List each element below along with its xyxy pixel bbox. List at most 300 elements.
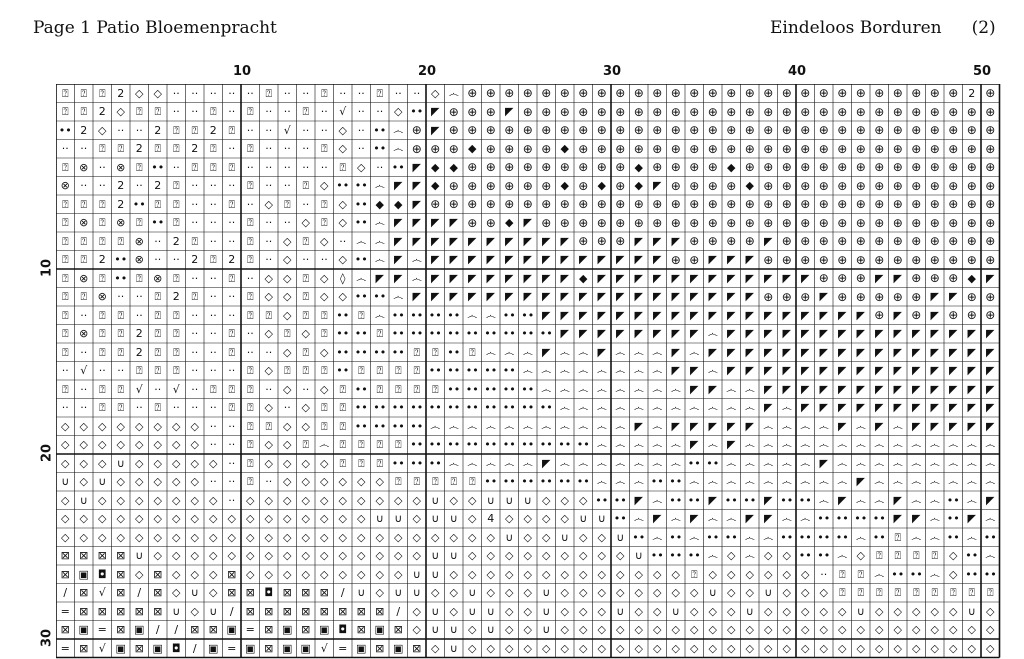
needle-symbol: ◤ xyxy=(986,271,995,285)
flower-symbol: ⊕ xyxy=(874,160,885,175)
clover-symbol: ෴ xyxy=(744,549,755,563)
clover-symbol: ෴ xyxy=(596,401,607,415)
boxed-x-symbol: ⊠ xyxy=(116,604,126,618)
diamond-symbol: ◇ xyxy=(856,549,865,563)
row-number-30: 30 xyxy=(39,628,55,648)
dots-symbol: ·· xyxy=(302,382,310,396)
double-dot-symbol: •• xyxy=(613,493,627,507)
cup-symbol: ∪ xyxy=(505,530,514,544)
clover-symbol: ෴ xyxy=(596,364,607,378)
two-symbol: 2 xyxy=(968,86,976,100)
double-dot-symbol: •• xyxy=(428,327,442,341)
column-number-40: 40 xyxy=(787,64,807,79)
bar-symbol: ⍰ xyxy=(98,216,106,230)
circle-x-symbol: ⊗ xyxy=(116,216,126,230)
flower-symbol: ⊕ xyxy=(763,215,774,230)
double-dot-symbol: •• xyxy=(817,530,831,544)
needle-symbol: ◤ xyxy=(967,345,976,359)
clover-symbol: ෴ xyxy=(652,382,663,396)
diamond-symbol: ◇ xyxy=(116,530,125,544)
diamond-symbol: ◇ xyxy=(283,253,292,267)
dots-symbol: ·· xyxy=(191,271,199,285)
diamond-symbol: ◇ xyxy=(246,512,255,526)
cup-symbol: ∪ xyxy=(61,475,70,489)
double-dot-symbol: •• xyxy=(798,530,812,544)
diamond-symbol: ◇ xyxy=(505,512,514,526)
needle-symbol: ◤ xyxy=(727,271,736,285)
diamond-symbol: ◇ xyxy=(523,586,532,600)
flower-symbol: ⊕ xyxy=(763,178,774,193)
flower-symbol: ⊕ xyxy=(578,197,589,212)
needle-symbol: ◤ xyxy=(745,253,754,267)
double-dot-symbol: •• xyxy=(151,160,165,174)
flower-symbol: ⊕ xyxy=(689,86,700,101)
bar-symbol: ⍰ xyxy=(61,290,69,304)
bar-symbol: ⍰ xyxy=(376,382,384,396)
flower-symbol: ⊕ xyxy=(781,123,792,138)
clover-symbol: ෴ xyxy=(800,438,811,452)
needle-symbol: ◤ xyxy=(542,456,551,470)
diamond-symbol: ◇ xyxy=(542,641,551,655)
diamond-symbol: ◇ xyxy=(986,604,995,618)
boxed-x-symbol: ⊠ xyxy=(97,604,107,618)
needle-symbol: ◤ xyxy=(431,216,440,230)
dots-symbol: ·· xyxy=(172,160,180,174)
boxed-x-symbol: ⊠ xyxy=(264,623,274,637)
diamond-symbol: ◇ xyxy=(560,493,569,507)
double-dot-symbol: •• xyxy=(817,512,831,526)
double-dot-symbol: •• xyxy=(983,530,997,544)
two-symbol: 2 xyxy=(80,123,88,137)
clover-symbol: ෴ xyxy=(615,475,626,489)
bar-symbol: ⍰ xyxy=(154,401,162,415)
needle-symbol: ◤ xyxy=(412,290,421,304)
flower-symbol: ⊕ xyxy=(670,104,681,119)
diamond-symbol: ◇ xyxy=(782,623,791,637)
double-dot-symbol: •• xyxy=(447,364,461,378)
needle-symbol: ◤ xyxy=(930,327,939,341)
double-dot-symbol: •• xyxy=(558,475,572,489)
bar-symbol: ⍰ xyxy=(246,105,254,119)
flower-symbol: ⊕ xyxy=(837,160,848,175)
double-dot-symbol: •• xyxy=(539,327,553,341)
flower-symbol: ⊕ xyxy=(763,252,774,267)
flower-symbol: ⊕ xyxy=(615,86,626,101)
clover-symbol: ෴ xyxy=(763,419,774,433)
bar-symbol: ⍰ xyxy=(172,308,180,322)
diamond-symbol: ◇ xyxy=(671,641,680,655)
flower-symbol: ⊕ xyxy=(911,234,922,249)
double-dot-symbol: •• xyxy=(502,364,516,378)
two-symbol: 2 xyxy=(117,179,125,193)
bar-symbol: ⍰ xyxy=(61,345,69,359)
diamond-symbol: ◇ xyxy=(764,604,773,618)
double-dot-symbol: •• xyxy=(835,530,849,544)
clover-symbol: ෴ xyxy=(985,475,996,489)
dots-symbol: ·· xyxy=(209,401,217,415)
double-dot-symbol: •• xyxy=(336,327,350,341)
flower-symbol: ⊕ xyxy=(707,215,718,230)
needle-symbol: ◤ xyxy=(708,345,717,359)
dots-symbol: ·· xyxy=(265,179,273,193)
flower-symbol: ⊕ xyxy=(522,123,533,138)
flower-symbol: ⊕ xyxy=(763,104,774,119)
flower-symbol: ⊕ xyxy=(522,104,533,119)
dots-symbol: ·· xyxy=(117,290,125,304)
circle-x-symbol: ⊗ xyxy=(79,216,89,230)
diamond-symbol: ◇ xyxy=(449,604,458,618)
needle-symbol: ◤ xyxy=(708,382,717,396)
clover-symbol: ෴ xyxy=(393,290,404,304)
needle-symbol: ◤ xyxy=(764,234,773,248)
cup-symbol: ∪ xyxy=(98,475,107,489)
double-dot-symbol: •• xyxy=(151,216,165,230)
bar-symbol: ⍰ xyxy=(357,438,365,452)
diamond-symbol: ◇ xyxy=(912,604,921,618)
flower-symbol: ⊕ xyxy=(929,141,940,156)
clover-symbol: ෴ xyxy=(874,456,885,470)
flower-symbol: ⊕ xyxy=(966,123,977,138)
clover-symbol: ෴ xyxy=(966,475,977,489)
double-dot-symbol: •• xyxy=(373,419,387,433)
diamond-symbol: ◇ xyxy=(542,549,551,563)
diamond-symbol: ◇ xyxy=(320,290,329,304)
clover-symbol: ෴ xyxy=(818,475,829,489)
bar-symbol: ⍰ xyxy=(690,567,698,581)
double-dot-symbol: •• xyxy=(669,549,683,563)
flower-symbol: ⊕ xyxy=(559,160,570,175)
double-dot-symbol: •• xyxy=(706,530,720,544)
column-number-10: 10 xyxy=(232,64,252,79)
diamond-symbol: ◇ xyxy=(135,475,144,489)
double-dot-symbol: •• xyxy=(539,401,553,415)
diamond-symbol: ◇ xyxy=(523,530,532,544)
diamond-symbol: ◇ xyxy=(246,493,255,507)
diamond-symbol: ◇ xyxy=(505,586,514,600)
flower-symbol: ⊕ xyxy=(911,271,922,286)
diamond-symbol: ◇ xyxy=(597,623,606,637)
needle-symbol: ◤ xyxy=(634,493,643,507)
clover-symbol: ෴ xyxy=(596,419,607,433)
diamond-symbol: ◇ xyxy=(431,530,440,544)
diamond-symbol: ◇ xyxy=(338,493,347,507)
double-dot-symbol: •• xyxy=(650,475,664,489)
clover-symbol: ෴ xyxy=(374,216,385,230)
cup-symbol: ∪ xyxy=(79,493,88,507)
diamond-symbol: ◇ xyxy=(246,530,255,544)
clover-symbol: ෴ xyxy=(726,512,737,526)
needle-symbol: ◤ xyxy=(653,290,662,304)
needle-symbol: ◤ xyxy=(745,290,754,304)
diamond-symbol: ◇ xyxy=(893,641,902,655)
flower-symbol: ⊕ xyxy=(485,178,496,193)
double-dot-symbol: •• xyxy=(447,345,461,359)
flower-symbol: ⊕ xyxy=(652,86,663,101)
drop-symbol: ◆ xyxy=(597,179,606,193)
diamond-symbol: ◇ xyxy=(116,512,125,526)
diamond-symbol: ◇ xyxy=(967,641,976,655)
double-dot-symbol: •• xyxy=(447,308,461,322)
needle-symbol: ◤ xyxy=(949,401,958,415)
clover-symbol: ෴ xyxy=(652,345,663,359)
flower-symbol: ⊕ xyxy=(522,197,533,212)
flower-symbol: ⊕ xyxy=(966,215,977,230)
dots-symbol: ·· xyxy=(228,364,236,378)
dots-symbol: ·· xyxy=(209,86,217,100)
diamond-symbol: ◇ xyxy=(79,419,88,433)
dots-symbol: ·· xyxy=(246,197,254,211)
diamond-symbol: ◇ xyxy=(283,382,292,396)
flower-symbol: ⊕ xyxy=(855,197,866,212)
needle-symbol: ◤ xyxy=(893,401,902,415)
needle-symbol: ◤ xyxy=(912,364,921,378)
double-dot-symbol: •• xyxy=(817,549,831,563)
dots-symbol: ·· xyxy=(265,216,273,230)
flower-symbol: ⊕ xyxy=(485,160,496,175)
flower-symbol: ⊕ xyxy=(818,215,829,230)
bar-symbol: ⍰ xyxy=(209,142,217,156)
double-dot-symbol: •• xyxy=(484,364,498,378)
flower-symbol: ⊕ xyxy=(800,160,811,175)
needle-symbol: ◤ xyxy=(745,364,754,378)
diamond-symbol: ◇ xyxy=(301,549,310,563)
boxed-square-symbol: ▣ xyxy=(374,623,385,637)
cup-symbol: ∪ xyxy=(375,512,384,526)
double-dot-symbol: •• xyxy=(687,456,701,470)
clover-symbol: ෴ xyxy=(911,530,922,544)
circle-plus-symbol: ⊕ xyxy=(411,141,422,156)
needle-symbol: ◤ xyxy=(708,419,717,433)
flower-symbol: ⊕ xyxy=(596,160,607,175)
circle-x-symbol: ⊗ xyxy=(79,271,89,285)
flower-symbol: ⊕ xyxy=(578,160,589,175)
circle-plus-symbol: ⊕ xyxy=(430,141,441,156)
flower-symbol: ⊕ xyxy=(726,123,737,138)
boxed-x-symbol: ⊠ xyxy=(227,567,237,581)
flower-symbol: ⊕ xyxy=(467,197,478,212)
diamond-symbol: ◇ xyxy=(116,475,125,489)
diamond-symbol: ◇ xyxy=(264,290,273,304)
diamond-symbol: ◇ xyxy=(690,623,699,637)
flower-symbol: ⊕ xyxy=(763,289,774,304)
diamond-symbol: ◇ xyxy=(209,549,218,563)
flower-symbol: ⊕ xyxy=(855,252,866,267)
clover-symbol: ෴ xyxy=(707,475,718,489)
needle-symbol: ◤ xyxy=(412,197,421,211)
diamond-symbol: ◇ xyxy=(172,419,181,433)
flower-symbol: ⊕ xyxy=(892,123,903,138)
flower-symbol: ⊕ xyxy=(781,104,792,119)
diamond-symbol: ◇ xyxy=(930,623,939,637)
clover-symbol: ෴ xyxy=(652,438,663,452)
diamond-symbol: ◇ xyxy=(98,456,107,470)
bar-symbol: ⍰ xyxy=(228,197,236,211)
bar-symbol: ⍰ xyxy=(246,142,254,156)
boxed-x-symbol: ⊠ xyxy=(134,604,144,618)
double-dot-symbol: •• xyxy=(484,401,498,415)
dots-symbol: ·· xyxy=(265,142,273,156)
flower-symbol: ⊕ xyxy=(633,141,644,156)
clover-symbol: ෴ xyxy=(929,567,940,581)
dots-symbol: ·· xyxy=(61,401,69,415)
bar-symbol: ⍰ xyxy=(413,364,421,378)
diamond-symbol: ◇ xyxy=(357,160,366,174)
flower-symbol: ⊕ xyxy=(578,234,589,249)
flower-symbol: ⊕ xyxy=(818,197,829,212)
bar-symbol: ⍰ xyxy=(986,586,994,600)
flower-symbol: ⊕ xyxy=(966,252,977,267)
diamond-symbol: ◇ xyxy=(79,456,88,470)
flower-symbol: ⊕ xyxy=(948,308,959,323)
diamond-symbol: ◇ xyxy=(468,549,477,563)
bar-symbol: ⍰ xyxy=(172,216,180,230)
clover-symbol: ෴ xyxy=(874,475,885,489)
needle-symbol: ◤ xyxy=(560,253,569,267)
needle-symbol: ◤ xyxy=(468,290,477,304)
flower-symbol: ⊕ xyxy=(744,104,755,119)
flower-symbol: ⊕ xyxy=(578,123,589,138)
flower-symbol: ⊕ xyxy=(707,160,718,175)
needle-symbol: ◤ xyxy=(727,438,736,452)
needle-symbol: ◤ xyxy=(431,234,440,248)
flower-symbol: ⊕ xyxy=(818,234,829,249)
bar-symbol: ⍰ xyxy=(61,271,69,285)
cup-symbol: ∪ xyxy=(616,530,625,544)
needle-symbol: ◤ xyxy=(764,512,773,526)
bar-symbol: ⍰ xyxy=(339,438,347,452)
diamond-symbol: ◇ xyxy=(375,475,384,489)
flower-symbol: ⊕ xyxy=(985,215,996,230)
diamond-symbol: ◇ xyxy=(320,512,329,526)
bar-symbol: ⍰ xyxy=(875,549,883,563)
flower-symbol: ⊕ xyxy=(929,104,940,119)
bar-symbol: ⍰ xyxy=(246,216,254,230)
needle-symbol: ◤ xyxy=(449,271,458,285)
flower-symbol: ⊕ xyxy=(744,215,755,230)
dots-symbol: ·· xyxy=(265,475,273,489)
flower-symbol: ⊕ xyxy=(559,86,570,101)
flower-symbol: ⊕ xyxy=(578,104,589,119)
flower-symbol: ⊕ xyxy=(615,234,626,249)
diamond-symbol: ◇ xyxy=(338,123,347,137)
clover-symbol: ෴ xyxy=(911,475,922,489)
flower-symbol: ⊕ xyxy=(633,123,644,138)
flower-symbol: ⊕ xyxy=(689,123,700,138)
flower-symbol: ⊕ xyxy=(985,308,996,323)
dots-symbol: ·· xyxy=(209,216,217,230)
bar-symbol: ⍰ xyxy=(302,234,310,248)
double-dot-symbol: •• xyxy=(336,345,350,359)
needle-symbol: ◤ xyxy=(653,234,662,248)
bar-symbol: ⍰ xyxy=(228,401,236,415)
clover-symbol: ෴ xyxy=(744,456,755,470)
clover-symbol: ෴ xyxy=(948,475,959,489)
diamond-symbol: ◇ xyxy=(560,604,569,618)
flower-symbol: ⊕ xyxy=(892,178,903,193)
flower-symbol: ⊕ xyxy=(744,86,755,101)
dots-symbol: ·· xyxy=(209,475,217,489)
diamond-symbol: ◇ xyxy=(893,623,902,637)
flower-symbol: ⊕ xyxy=(781,289,792,304)
diamond-symbol: ◇ xyxy=(819,586,828,600)
double-dot-symbol: •• xyxy=(336,308,350,322)
clover-symbol: ෴ xyxy=(633,345,644,359)
double-dot-symbol: •• xyxy=(410,327,424,341)
boxed-x-symbol: ⊠ xyxy=(227,586,237,600)
dots-symbol: ·· xyxy=(80,179,88,193)
needle-symbol: ◤ xyxy=(986,327,995,341)
cup-symbol: ∪ xyxy=(542,623,551,637)
flower-symbol: ⊕ xyxy=(929,197,940,212)
bar-symbol: ⍰ xyxy=(376,327,384,341)
dots-symbol: ·· xyxy=(228,475,236,489)
clover-symbol: ෴ xyxy=(726,456,737,470)
bar-symbol: ⍰ xyxy=(912,549,920,563)
clover-symbol: ෴ xyxy=(578,419,589,433)
diamond-symbol: ◇ xyxy=(653,604,662,618)
diamond-symbol: ◇ xyxy=(320,567,329,581)
bar-symbol: ⍰ xyxy=(320,142,328,156)
diamond-symbol: ◇ xyxy=(634,604,643,618)
needle-symbol: ◤ xyxy=(930,419,939,433)
diamond-symbol: ◇ xyxy=(597,567,606,581)
boxed-x-symbol: ⊠ xyxy=(116,567,126,581)
bar-symbol: ⍰ xyxy=(431,475,439,489)
double-dot-symbol: •• xyxy=(521,308,535,322)
diamond-symbol: ◇ xyxy=(468,530,477,544)
needle-symbol: ◤ xyxy=(671,345,680,359)
drop-symbol: ◆ xyxy=(560,179,569,193)
bar-symbol: ⍰ xyxy=(172,327,180,341)
clover-symbol: ෴ xyxy=(596,475,607,489)
bar-symbol: ⍰ xyxy=(154,345,162,359)
flower-symbol: ⊕ xyxy=(966,141,977,156)
flower-symbol: ⊕ xyxy=(781,252,792,267)
clover-symbol: ෴ xyxy=(948,456,959,470)
needle-symbol: ◤ xyxy=(653,253,662,267)
flower-symbol: ⊕ xyxy=(892,215,903,230)
clover-symbol: ෴ xyxy=(467,456,478,470)
flower-symbol: ⊕ xyxy=(504,86,515,101)
double-dot-symbol: •• xyxy=(724,493,738,507)
cup-symbol: ∪ xyxy=(190,586,199,600)
diamond-symbol: ◇ xyxy=(986,641,995,655)
needle-symbol: ◤ xyxy=(986,419,995,433)
needle-symbol: ◤ xyxy=(819,456,828,470)
check-symbol: √ xyxy=(172,382,180,396)
double-dot-symbol: •• xyxy=(354,216,368,230)
flower-symbol: ⊕ xyxy=(874,86,885,101)
needle-symbol: ◤ xyxy=(764,401,773,415)
two-symbol: 2 xyxy=(135,142,143,156)
flower-symbol: ⊕ xyxy=(596,86,607,101)
flower-symbol: ⊕ xyxy=(726,215,737,230)
diamond-symbol: ◇ xyxy=(394,105,403,119)
bar-symbol: ⍰ xyxy=(98,401,106,415)
clover-symbol: ෴ xyxy=(374,308,385,322)
flower-symbol: ⊕ xyxy=(744,123,755,138)
diamond-symbol: ◇ xyxy=(172,438,181,452)
clover-symbol: ෴ xyxy=(374,253,385,267)
diamond-symbol: ◇ xyxy=(209,512,218,526)
double-dot-symbol: •• xyxy=(391,308,405,322)
diamond-symbol: ◇ xyxy=(468,493,477,507)
diamond-symbol: ◇ xyxy=(597,604,606,618)
double-dot-symbol: •• xyxy=(410,419,424,433)
flower-symbol: ⊕ xyxy=(670,252,681,267)
needle-symbol: ◤ xyxy=(912,419,921,433)
clover-symbol: ෴ xyxy=(855,438,866,452)
